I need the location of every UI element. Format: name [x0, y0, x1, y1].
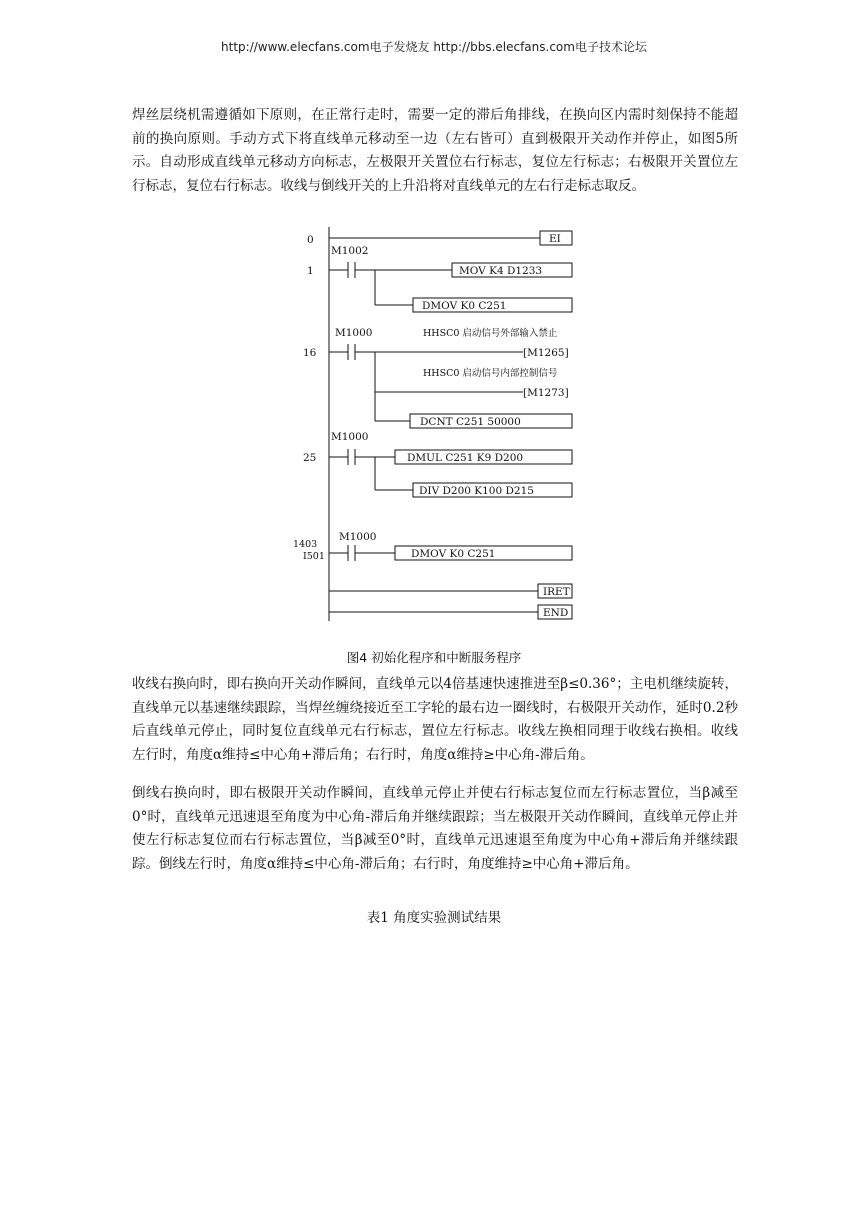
div-label: DIV D200 K100 D215 [419, 485, 534, 497]
contact-m1000-1: M1000 [335, 327, 373, 339]
interrupt-i501: I501 [303, 551, 325, 562]
paragraph-1: 焊丝层绕机需遵循如下原则，在正常行走时，需要一定的滞后角排线，在换向区内需时刻保持不能超前的换向原则。手动方式下将直线单元移动至一边（左右皆可）直到极限开关动作并停止，如图5所示。自动形成直线单元移动方向标志，左极限开关置位右行标志，复位左行标志；右极限开关置位左行标志，复位右行标志。收线与倒线开关的上升沿将对直线单元的左右行走标志取反。 [132, 107, 738, 194]
paragraph-3: 倒线右换向时，即右极限开关动作瞬间，直线单元停止并使右行标志复位而左行标志置位，当β减至 0°时，直线单元迅速退至角度为中心角-滞后角并继续跟踪；当左极限开关动作瞬间，直线单元停止并使左行标志复位而右行标志置位，当β减至0°时，直线单元迅速退至角度为中心角+滞后角并继续跟踪。倒线左行时，角度α维持≤中心角-滞后角；右行时，角度维持≥中心角+滞后角。 [132, 785, 738, 872]
m1273-comment: HHSC0 启动信号内部控制信号 [423, 368, 558, 379]
iret-label: IRET [543, 586, 570, 598]
dmov-label-2: DMOV K0 C251 [411, 548, 496, 560]
ladder-diagram [285, 225, 585, 625]
page-header: http://www.elecfans.com电子发烧友 http://bbs.elecfans.com电子技术论坛 [221, 40, 647, 54]
step-16: 16 [303, 347, 317, 359]
paragraph-2: 收线右换向时，即右换向开关动作瞬间，直线单元以4倍基速快速推进至β≤0.36°；主电机继续旋转，直线单元以基速继续跟踪，当焊丝缠绕接近至工字轮的最右边一圈线时，右极限开关动作，延时0.2秒后直线单元停止，同时复位直线单元右行标志，置位左行标志。收线左换相同理于收线右换相。收线左行时，角度α维持≤中心角+滞后角；右行时，角度α维持≥中心角-滞后角。 [132, 676, 738, 763]
step-1403: 1403 [293, 539, 318, 550]
dmul-label: DMUL C251 K9 D200 [407, 452, 524, 464]
contact-m1002: M1002 [331, 245, 369, 257]
step-1: 1 [307, 265, 314, 277]
m1265-coil: [M1265] [523, 347, 569, 359]
m1265-comment: HHSC0 启动信号外部输入禁止 [423, 328, 558, 339]
contact-m1000-2: M1000 [331, 431, 369, 443]
contact-m1000-3: M1000 [339, 531, 377, 543]
m1273-coil: [M1273] [523, 387, 569, 399]
step-0: 0 [307, 234, 314, 246]
end-label: END [543, 607, 569, 619]
step-25: 25 [303, 452, 317, 464]
figure-caption: 图4 初始化程序和中断服务程序 [346, 650, 522, 665]
dmov-label-1: DMOV K0 C251 [422, 300, 507, 312]
mov-label: MOV K4 D1233 [459, 265, 543, 277]
ei-label: EI [549, 233, 561, 245]
table-caption: 表1 角度实验测试结果 [366, 910, 502, 926]
dcnt-label: DCNT C251 50000 [420, 416, 521, 428]
